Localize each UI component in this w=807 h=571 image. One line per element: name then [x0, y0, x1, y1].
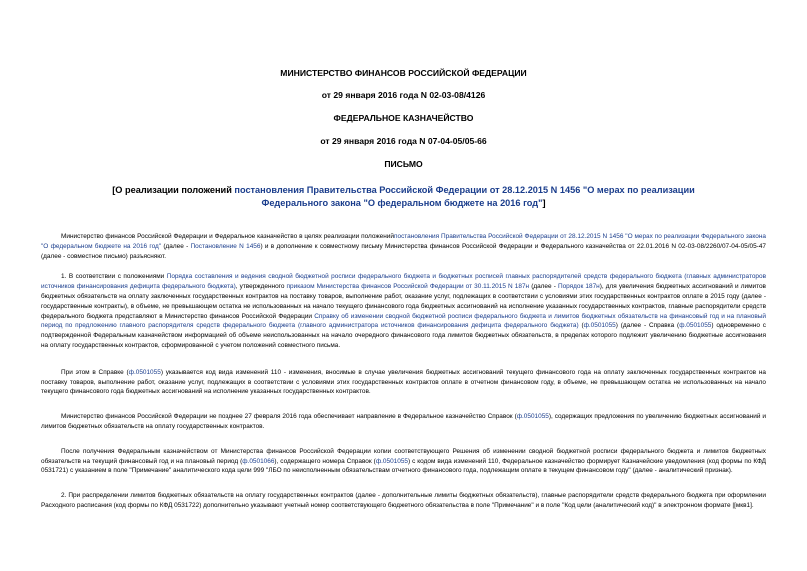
- paragraph-1: [41, 272, 766, 350]
- text: При этом в Справке (: [61, 368, 129, 376]
- text: ) и в дополнение к совместному письму Министерства финансов Российской Федерации и Федерального казначейства от 22.01.2016 N 02-03-08/2260/07-04-05/05-47 (далее - совместное письмо) разъясняют.: [41, 242, 766, 260]
- title-suffix: ]: [542, 197, 546, 208]
- link-reference-change[interactable]: Справку об изменении сводной бюджетной росписи федерального бюджета и лимитов бюджетных обязательств на финансовый год и на плановый период по предложению главного распорядителя средств федерального бюджета (главного администратора источников финансирования дефицита федерального бюджета): [41, 312, 766, 330]
- text: (далее -: [161, 242, 191, 250]
- treasury-heading: ФЕДЕРАЛЬНОЕ КАЗНАЧЕЙСТВО: [333, 113, 474, 123]
- link-resolution-1456[interactable]: постановления Правительства Российской Федерации от 28.12.2015 N 1456 "О мерах по реализации Федерального закона "О федеральном бюджете на 2016 год": [41, 233, 766, 250]
- paragraph-intro: [41, 232, 766, 261]
- text: ), содержащего номера Справок (: [274, 457, 376, 465]
- paragraph-2: [41, 368, 766, 397]
- text: ) с кодом вида изменений 110, Федеральное казначейство формирует Казначейские уведомления (код формы по КФД 0531721) с указанием в поле "Примечание" аналитического кода цели 999 "ЛБО по неисполненным обязательствам отчетного финансового года, подлежащим оплате в текущем финансовом году" (далее - аналитический признак).: [41, 457, 767, 475]
- link-order-187n[interactable]: приказом Министерства финансов Российской Федерации от 30.11.2015 N 187н: [286, 283, 530, 291]
- text: 2. При распределении лимитов бюджетных обязательств на оплату государственных контрактов (далее - дополнительные лимиты бюджетных обязательств), главные распорядители средств федерального бюджета при оформлении Расходного расписания (код формы по КФД 0531722) дополнительно указывают учетный номер соответствующего бюджетного обязательства в поле "Примечание" и в поле "Код цели (аналитический код)" в электронном формате |[мкв1].: [41, 492, 766, 509]
- ministry-date: от 29 января 2016 года N 02-03-08/4126: [321, 90, 486, 100]
- document-body: [41, 232, 766, 511]
- link-resolution-short[interactable]: Постановление N 1456: [190, 242, 261, 250]
- text: ), содержащих предложения по увеличению бюджетных ассигнований и лимитов бюджетных обязательств на оплату государственных контрактов.: [41, 413, 766, 430]
- title-prefix: [О реализации положений: [112, 185, 235, 195]
- paragraph-5: [41, 491, 766, 511]
- text: После получения Федеральным казначейством от Министерства финансов Российской Федерации копии соответствующего Решения об изменении сводной бюджетной росписи федерального бюджета и лимитов бюджетных обязательств на текущий финансовый год и на плановый период (: [41, 447, 766, 465]
- treasury-date: от 29 января 2016 года N 07-04-05/05-66: [320, 136, 487, 146]
- document-title: [83, 184, 724, 209]
- link-procedure[interactable]: Порядка составления и ведения сводной бюджетной росписи федерального бюджета и бюджетных росписей главных распорядителей средств федерального бюджета (главных администраторов источников финансирования дефицита федерального бюджета): [41, 273, 766, 291]
- text: ) указывается код вида изменений 110 - изменения, вносимые в случае увеличения бюджетных ассигнований текущего финансового года на оплату заключенных государственных контрактов на поставку товаров, выполнение работ, оказание услуг, подлежащих в соответствии с условиями этих государственных контрактов оплате в отчетном финансовом году, в объеме, не превышающем остатка не использованных на начало текущего финансового года бюджетных ассигнований на исполнение указанных государственных контрактов.: [41, 368, 766, 396]
- link-form-0501055[interactable]: ф.0501055: [679, 322, 712, 330]
- ministry-heading: МИНИСТЕРСТВО ФИНАНСОВ РОССИЙСКОЙ ФЕДЕРАЦИИ: [280, 68, 527, 78]
- text: ), для увеличения бюджетных ассигнований и лимитов бюджетных обязательств на оплату заключенных государственных контрактов на поставку товаров, выполнение работ, оказание услуг, подлежащих в соответствии с условиями этих государственных контрактов оплате в 2015 году (далее - государственные контракты), в объеме, не превышающем остатка не использованных на начало текущего финансового года бюджетных ассигнований на исполнение указанных государственных контрактов, главные распорядители средств федерального бюджета представляют в Министерство финансов Российской Федерации: [41, 283, 766, 320]
- text: (далее -: [529, 283, 558, 291]
- link-form-0501055[interactable]: ф.0501055: [375, 457, 408, 465]
- title-link[interactable]: постановления Правительства Российской Федерации от 28.12.2015 N 1456 "О мерах по реализации Федерального закона "О федеральном бюджете на 2016 год": [234, 185, 695, 208]
- text: , утвержденного: [235, 283, 287, 291]
- link-procedure-187n[interactable]: Порядок 187н: [557, 283, 600, 291]
- text: 1. В соответствии с положениями: [61, 273, 167, 281]
- text: ) одновременно с подтвержденной Федеральным казначейством информацией об объеме неиспользованных на начало очередного финансового года лимитов бюджетных обязательств, в пределах которого подлежит увеличению бюджетные ассигнования на оплату государственных контрактов, сформированной с учетом положений совместного письма.: [41, 322, 767, 349]
- paragraph-4: [41, 447, 766, 476]
- link-form-0501055[interactable]: ф.0501055: [516, 413, 549, 421]
- text: ) (далее - Справка (: [615, 322, 680, 330]
- paragraph-3: [41, 412, 766, 432]
- text: (: [578, 322, 584, 330]
- link-form-0501066[interactable]: ф.0501066: [242, 457, 275, 465]
- text: Министерство финансов Российской Федерации и Федеральное казначейство в целях реализации положений: [61, 233, 394, 240]
- link-form-0501055[interactable]: ф.0501055: [583, 322, 616, 330]
- link-form-0501055[interactable]: ф.0501055: [128, 368, 161, 376]
- text: Министерство финансов Российской Федерации не позднее 27 февраля 2016 года обеспечивает направление в Федеральное казначейство Справок (: [61, 413, 517, 421]
- doc-type: ПИСЬМО: [384, 159, 423, 169]
